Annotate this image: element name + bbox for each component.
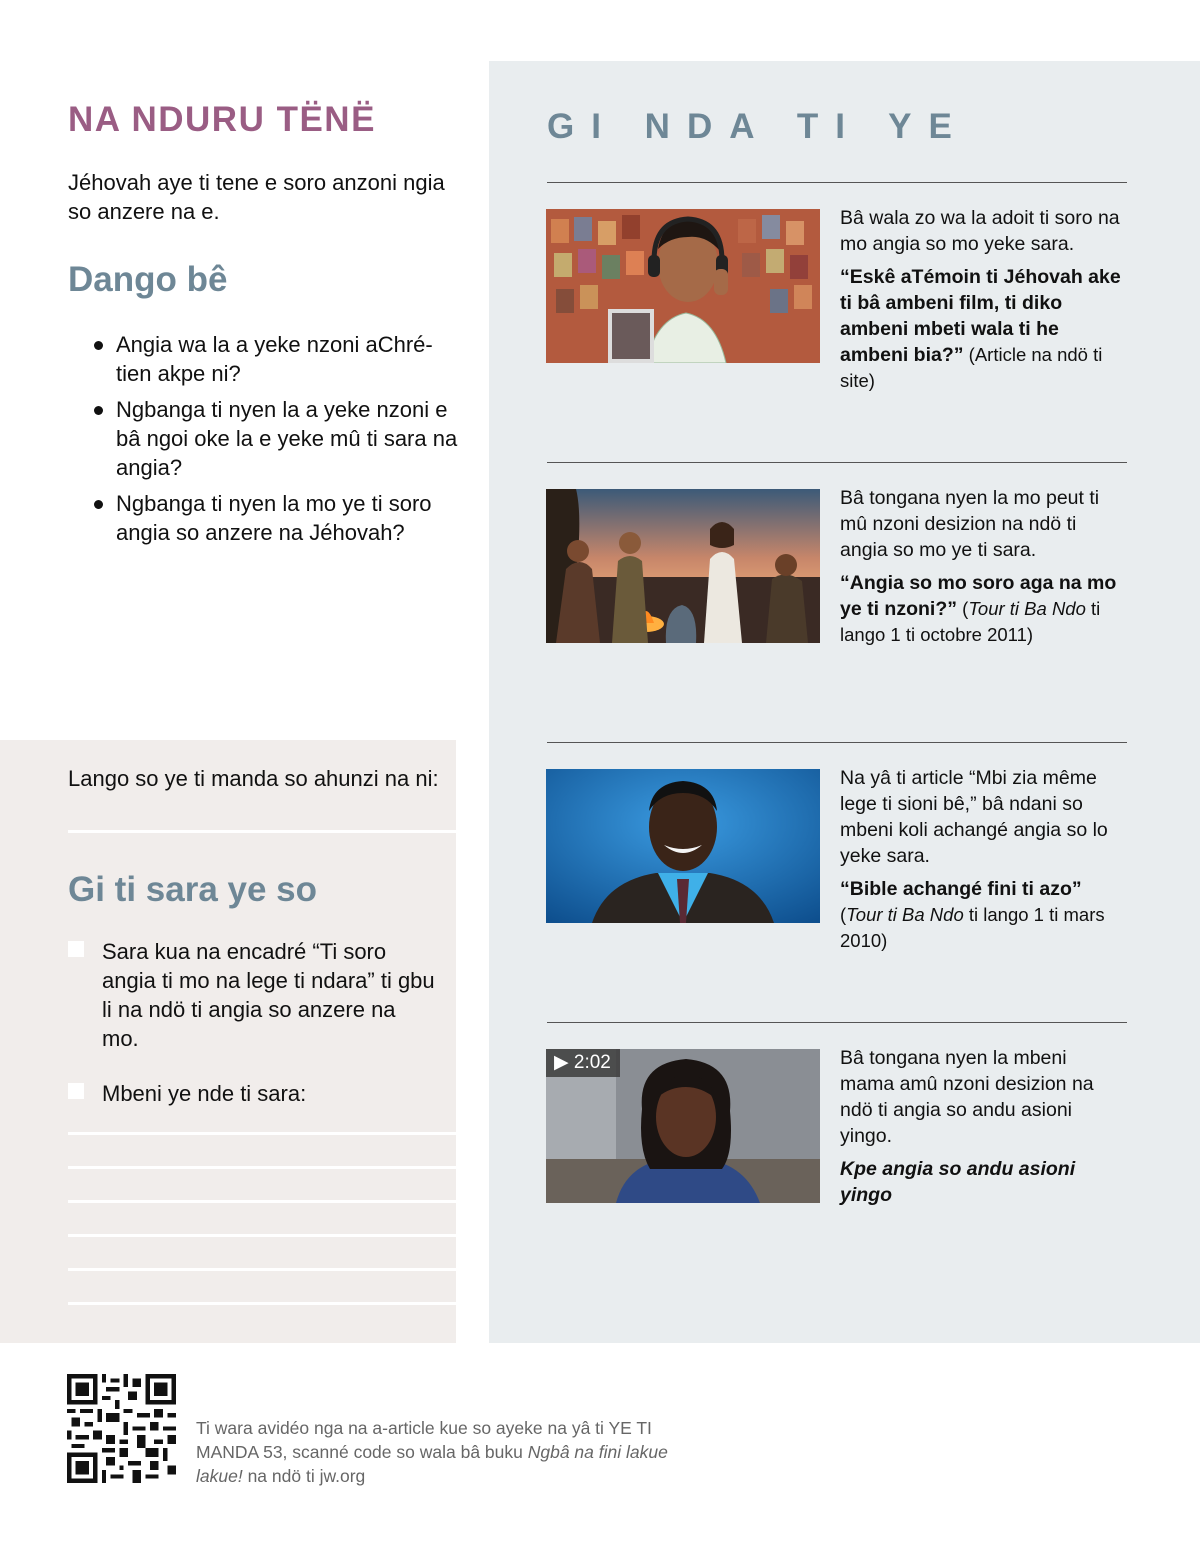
item-source-date: ti lango 1 ti mars 2010) <box>840 904 1105 951</box>
review-questions <box>68 330 458 547</box>
write-line[interactable] <box>68 1268 456 1271</box>
question-text: Angia wa la a yeke nzoni aChré-tien akpe ni? <box>116 332 433 386</box>
write-line[interactable] <box>68 1132 456 1135</box>
video-duration-badge: ▶ 2:02 <box>546 1049 620 1077</box>
item-source: ( <box>957 598 969 619</box>
item-description: Na yâ ti article “Mbi zia même lege ti sioni bê,” bâ ndani so mbeni koli achangé angia so lo yeke sara. <box>840 767 1108 867</box>
bullet-icon <box>94 341 103 350</box>
teen-headphones-illustration <box>546 209 820 363</box>
bullet-icon <box>94 406 103 415</box>
publication-title: Tour ti Ba Ndo <box>846 904 964 925</box>
write-line[interactable] <box>68 1200 456 1203</box>
divider <box>547 182 1127 183</box>
item-text-block <box>840 205 1125 394</box>
item-text-block <box>840 765 1125 954</box>
checklist-item <box>68 937 438 1053</box>
checklist-text: Mbeni ye nde ti sara: <box>102 1081 307 1106</box>
checklist-text: Sara kua na encadré “Ti soro angia ti mo na lege ti ndara” ti gbu li na ndö ti angia so anzere na mo. <box>102 939 435 1051</box>
checkbox[interactable] <box>68 941 84 957</box>
footer-text-part: na ndö ti jw.org <box>242 1466 366 1486</box>
list-item <box>94 489 458 547</box>
item-source: (Article na ndö ti site) <box>840 344 1103 391</box>
teen-headphones-image[interactable] <box>546 209 820 363</box>
checklist-item <box>68 1079 438 1108</box>
review-heading: Dango bê <box>68 260 228 299</box>
explore-heading: GI NDA TI YE <box>547 107 969 146</box>
item-description: Bâ wala zo wa la adoit ti soro na mo angia so mo yeke sara. <box>840 207 1120 255</box>
article-link[interactable]: “Eskê aTémoin ti Jéhovah ake ti bâ ambeni film, ti diko ambeni mbeti wala ti he ambeni bia?” <box>840 266 1121 366</box>
question-text: Ngbanga ti nyen la a yeke nzoni e bâ ngoi oke la e yeke mû ti sara na angia? <box>116 397 458 480</box>
completion-date-label: Lango so ye ti manda so ahunzi na ni: <box>68 766 439 791</box>
intro-text: Jéhovah aye ti tene e soro anzoni ngia so anzere na e. <box>68 170 445 224</box>
video-title-link[interactable]: Kpe angia so andu asioni yingo <box>840 1158 1076 1206</box>
qr-code-icon[interactable] <box>67 1374 176 1483</box>
assignment-box <box>0 740 456 1343</box>
write-line[interactable] <box>68 1302 456 1305</box>
list-item <box>94 395 458 482</box>
item-text-block <box>840 485 1125 648</box>
smiling-man-portrait <box>546 769 820 923</box>
footer-book-title: Ngbâ na fini lakue lakue! <box>196 1442 668 1486</box>
smiling-man-image[interactable] <box>546 769 820 923</box>
write-line[interactable] <box>68 1234 456 1237</box>
disciples-fire-image[interactable] <box>546 489 820 643</box>
write-line[interactable] <box>68 1166 456 1169</box>
item-source-date: ti lango 1 ti octobre 2011) <box>840 598 1101 645</box>
item-description: Bâ tongana nyen la mo peut ti mû nzoni desizion na ndö ti angia so mo ye ti sara. <box>840 487 1100 561</box>
disciples-fire-illustration <box>546 489 820 643</box>
item-source: ( <box>840 904 847 925</box>
video-thumbnail[interactable] <box>546 1049 820 1203</box>
explore-panel <box>489 61 1200 1343</box>
footer-text-part: Ti wara avidéo nga na a-article kue so ayeke na yâ ti YE TI MANDA 53, scanné code so wala bâ buku <box>196 1418 652 1462</box>
divider <box>547 1022 1127 1023</box>
left-column <box>68 100 458 554</box>
question-text: Ngbanga ti nyen la mo ye ti soro angia so anzere na Jéhovah? <box>116 491 432 545</box>
divider <box>547 742 1127 743</box>
publication-title: Tour ti Ba Ndo <box>968 598 1086 619</box>
assignment-heading: Gi ti sara ye so <box>68 870 318 909</box>
item-description: Bâ tongana nyen la mbeni mama amû nzoni desizion na ndö ti angia so andu asioni yingo. <box>840 1047 1094 1147</box>
bullet-icon <box>94 500 103 509</box>
item-text-block <box>840 1045 1125 1208</box>
checkbox[interactable] <box>68 1083 84 1099</box>
article-link[interactable]: “Bible achangé fini ti azo” <box>840 878 1082 900</box>
date-write-line[interactable] <box>68 830 456 833</box>
section-heading: NA NDURU TËNË <box>68 100 376 139</box>
article-link[interactable]: “Angia so mo soro aga na mo ye ti nzoni?” <box>840 572 1117 620</box>
list-item <box>94 330 458 388</box>
footer-note <box>196 1416 676 1488</box>
divider <box>547 462 1127 463</box>
